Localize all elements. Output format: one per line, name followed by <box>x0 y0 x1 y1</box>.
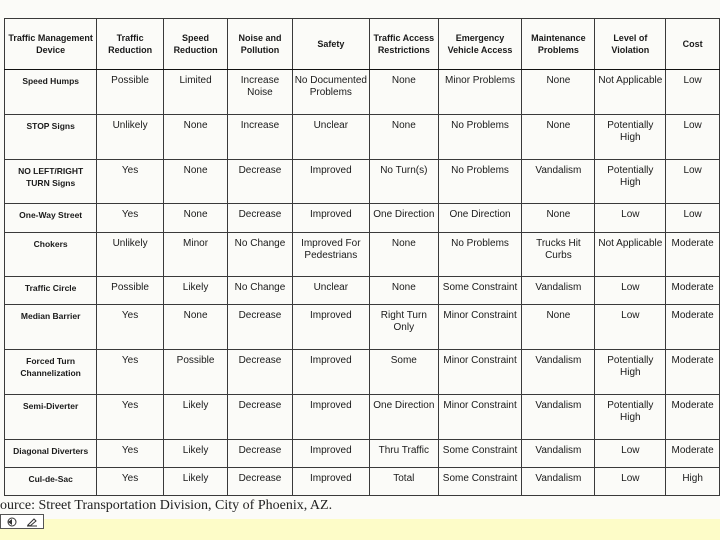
table-cell: Improved <box>292 395 369 440</box>
table-cell: Yes <box>97 159 164 204</box>
table-cell: Moderate <box>666 395 720 440</box>
table-cell: Improved <box>292 467 369 495</box>
table-cell: Yes <box>97 350 164 395</box>
device-name-cell: Cul-de-Sac <box>5 467 97 495</box>
back-arrow-icon[interactable] <box>4 516 20 527</box>
table-row <box>5 305 720 350</box>
header-row <box>5 19 720 70</box>
table-cell: Low <box>666 204 720 232</box>
table-cell: Low <box>666 159 720 204</box>
table-cell: Improved <box>292 159 369 204</box>
table-cell: Moderate <box>666 232 720 277</box>
column-header: Traffic Reduction <box>97 19 164 70</box>
table-row <box>5 467 720 495</box>
column-header: Speed Reduction <box>163 19 227 70</box>
column-header: Maintenance Problems <box>522 19 595 70</box>
table-cell: Vandalism <box>522 277 595 305</box>
table-cell: Decrease <box>228 350 292 395</box>
table-cell: Improved <box>292 204 369 232</box>
table-cell: None <box>163 305 227 350</box>
column-header: Level of Violation <box>595 19 666 70</box>
table-cell: Low <box>595 305 666 350</box>
table-cell: Decrease <box>228 204 292 232</box>
column-header: Emergency Vehicle Access <box>438 19 522 70</box>
table-cell: Improved For Pedestrians <box>292 232 369 277</box>
column-header: Traffic Management Device <box>5 19 97 70</box>
table-body <box>5 70 720 496</box>
table-row <box>5 70 720 115</box>
table-cell: Yes <box>97 204 164 232</box>
slide-nav-controls <box>0 514 44 529</box>
table-row <box>5 439 720 467</box>
table-cell: Moderate <box>666 277 720 305</box>
table-cell: No Documented Problems <box>292 70 369 115</box>
table-cell: Some Constraint <box>438 439 522 467</box>
device-name-cell: NO LEFT/RIGHT TURN Signs <box>5 159 97 204</box>
table-row <box>5 232 720 277</box>
traffic-device-table <box>4 18 720 496</box>
table-cell: Possible <box>97 70 164 115</box>
table-cell: Yes <box>97 395 164 440</box>
table-cell: Thru Traffic <box>369 439 438 467</box>
table-cell: Yes <box>97 305 164 350</box>
device-name-cell: Median Barrier <box>5 305 97 350</box>
table-cell: Low <box>595 467 666 495</box>
table-cell: Possible <box>163 350 227 395</box>
table-cell: Likely <box>163 467 227 495</box>
table-cell: No Problems <box>438 114 522 159</box>
table-cell: Vandalism <box>522 350 595 395</box>
table-row <box>5 204 720 232</box>
table-cell: No Turn(s) <box>369 159 438 204</box>
table-cell: None <box>163 204 227 232</box>
table-cell: Likely <box>163 439 227 467</box>
table-cell: Total <box>369 467 438 495</box>
table-cell: Right Turn Only <box>369 305 438 350</box>
table-cell: None <box>369 70 438 115</box>
table-cell: None <box>369 114 438 159</box>
device-name-cell: STOP Signs <box>5 114 97 159</box>
table-cell: No Change <box>228 277 292 305</box>
table-row <box>5 395 720 440</box>
table-row <box>5 277 720 305</box>
table-cell: Likely <box>163 395 227 440</box>
table-cell: Minor <box>163 232 227 277</box>
table-cell: Potentially High <box>595 350 666 395</box>
table-cell: Vandalism <box>522 159 595 204</box>
table-cell: Unlikely <box>97 114 164 159</box>
table-cell: None <box>522 305 595 350</box>
table-cell: One Direction <box>438 204 522 232</box>
table-cell: Decrease <box>228 395 292 440</box>
table-cell: Trucks Hit Curbs <box>522 232 595 277</box>
table-cell: Decrease <box>228 467 292 495</box>
table-cell: Possible <box>97 277 164 305</box>
table-cell: Some Constraint <box>438 467 522 495</box>
pen-icon[interactable] <box>24 516 40 527</box>
table-cell: Decrease <box>228 439 292 467</box>
table-cell: Yes <box>97 467 164 495</box>
device-name-cell: Chokers <box>5 232 97 277</box>
footer-bar <box>0 519 720 540</box>
table-cell: Low <box>666 114 720 159</box>
table-cell: None <box>369 277 438 305</box>
table-cell: None <box>522 114 595 159</box>
table-cell: Improved <box>292 305 369 350</box>
table-cell: Decrease <box>228 159 292 204</box>
table-cell: Minor Problems <box>438 70 522 115</box>
table-cell: Potentially High <box>595 114 666 159</box>
table-cell: Minor Constraint <box>438 305 522 350</box>
device-name-cell: Forced Turn Channelization <box>5 350 97 395</box>
table-cell: Unlikely <box>97 232 164 277</box>
table-row <box>5 350 720 395</box>
table-row <box>5 159 720 204</box>
table-cell: Vandalism <box>522 467 595 495</box>
table-cell: One Direction <box>369 395 438 440</box>
table-cell: Vandalism <box>522 439 595 467</box>
table-cell: None <box>522 204 595 232</box>
table-cell: Vandalism <box>522 395 595 440</box>
device-name-cell: Diagonal Diverters <box>5 439 97 467</box>
table-cell: Low <box>595 277 666 305</box>
table-cell: Decrease <box>228 305 292 350</box>
table-cell: High <box>666 467 720 495</box>
column-header: Cost <box>666 19 720 70</box>
table-cell: Improved <box>292 439 369 467</box>
table-cell: None <box>522 70 595 115</box>
table-cell: None <box>163 114 227 159</box>
table-cell: Not Applicable <box>595 232 666 277</box>
table-cell: No Change <box>228 232 292 277</box>
device-name-cell: Traffic Circle <box>5 277 97 305</box>
table-cell: Not Applicable <box>595 70 666 115</box>
table-cell: Limited <box>163 70 227 115</box>
table-cell: Low <box>595 439 666 467</box>
table-cell: Unclear <box>292 114 369 159</box>
table-cell: Increase Noise <box>228 70 292 115</box>
table-cell: No Problems <box>438 232 522 277</box>
table-cell: One Direction <box>369 204 438 232</box>
table-cell: No Problems <box>438 159 522 204</box>
table-cell: Likely <box>163 277 227 305</box>
table-cell: Yes <box>97 439 164 467</box>
device-name-cell: One-Way Street <box>5 204 97 232</box>
table-cell: Potentially High <box>595 159 666 204</box>
column-header: Safety <box>292 19 369 70</box>
source-citation: ource: Street Transportation Division, City of Phoenix, AZ. <box>0 498 333 513</box>
table-cell: Low <box>666 70 720 115</box>
table-cell: Low <box>595 204 666 232</box>
table-cell: Improved <box>292 350 369 395</box>
device-name-cell: Semi-Diverter <box>5 395 97 440</box>
table-cell: Some Constraint <box>438 277 522 305</box>
column-header: Noise and Pollution <box>228 19 292 70</box>
table-cell: Unclear <box>292 277 369 305</box>
table-cell: Minor Constraint <box>438 395 522 440</box>
table-cell: Increase <box>228 114 292 159</box>
table-cell: Potentially High <box>595 395 666 440</box>
table-cell: Moderate <box>666 439 720 467</box>
table-cell: None <box>369 232 438 277</box>
table-cell: Some <box>369 350 438 395</box>
table-cell: Moderate <box>666 305 720 350</box>
table-cell: Minor Constraint <box>438 350 522 395</box>
device-name-cell: Speed Humps <box>5 70 97 115</box>
column-header: Traffic Access Restrictions <box>369 19 438 70</box>
table-cell: Moderate <box>666 350 720 395</box>
table-cell: None <box>163 159 227 204</box>
table-row <box>5 114 720 159</box>
